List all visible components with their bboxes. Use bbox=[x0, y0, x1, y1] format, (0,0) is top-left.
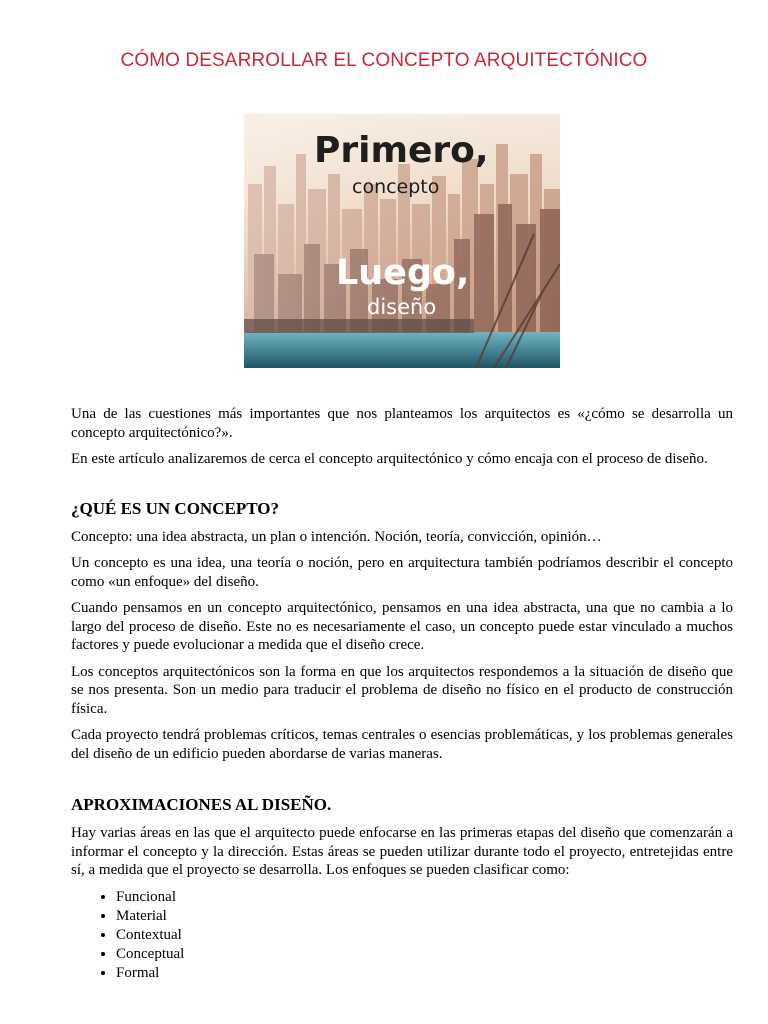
concept-paragraph-2: Un concepto es una idea, una teoría o noción, pero en arquitectura también podríamos describir el concepto como «un enfoque» del diseño. bbox=[71, 555, 733, 590]
page-title: CÓMO DESARROLLAR EL CONCEPTO ARQUITECTÓNICO bbox=[120, 50, 648, 71]
concept-paragraph-3: Cuando pensamos en un concepto arquitectónico, pensamos en una idea abstracta, una que no cambia a lo largo del proceso de diseño. Este no es necesariamente el caso, un concepto puede estar vinculado a muchos factores y puede evolucionar a medida que el diseño crece. bbox=[71, 600, 733, 653]
hero-line2: concepto bbox=[352, 176, 440, 198]
intro-paragraph-2: En este artículo analizaremos de cerca el concepto arquitectónico y cómo encaja con el proceso de diseño. bbox=[71, 451, 708, 467]
section-heading-approaches: APROXIMACIONES AL DISEÑO. bbox=[71, 795, 332, 814]
list-item: • Contextual bbox=[116, 926, 733, 945]
hero-line3: Luego, bbox=[336, 253, 470, 293]
hero-image bbox=[244, 114, 560, 368]
list-item: • Conceptual bbox=[116, 945, 733, 964]
concept-paragraph-4: Los conceptos arquitectónicos son la forma en que los arquitectos respondemos a la situación de diseño que se nos presenta. Son un medio para traducir el problema de diseño no físico en el producto de construcción física. bbox=[71, 663, 733, 717]
intro-paragraph-1: Una de las cuestiones más importantes que nos planteamos los arquitectos es «¿cómo se desarrolla un concepto arquitectónico?». bbox=[71, 406, 733, 441]
concept-paragraph-1: Concepto: una idea abstracta, un plan o intención. Noción, teoría, convicción, opinión… bbox=[71, 528, 602, 545]
approaches-list bbox=[71, 888, 733, 984]
concept-paragraph-5: Cada proyecto tendrá problemas críticos, temas centrales o esencias problemáticas, y los problemas generales del diseño de un edificio pueden abordarse de varias maneras. bbox=[71, 727, 733, 762]
list-item: • Material bbox=[116, 907, 733, 926]
hero-line1: Primero, bbox=[314, 130, 489, 171]
hero-line4: diseño bbox=[367, 295, 437, 319]
list-item: • Funcional bbox=[116, 888, 733, 907]
list-item: • Formal bbox=[116, 964, 733, 983]
approaches-paragraph: Hay varias áreas en las que el arquitecto puede enfocarse en las primeras etapas del diseño que comenzarán a informar el concepto y la dirección. Estas áreas se pueden utilizar durante todo el proyecto, entretejidas entre sí, a medida que el proyecto se desarrolla. Los enfoques se pueden clasificar como: bbox=[71, 825, 733, 878]
article-body bbox=[71, 405, 733, 984]
section-heading-concept: ¿QUÉ ES UN CONCEPTO? bbox=[71, 498, 279, 518]
